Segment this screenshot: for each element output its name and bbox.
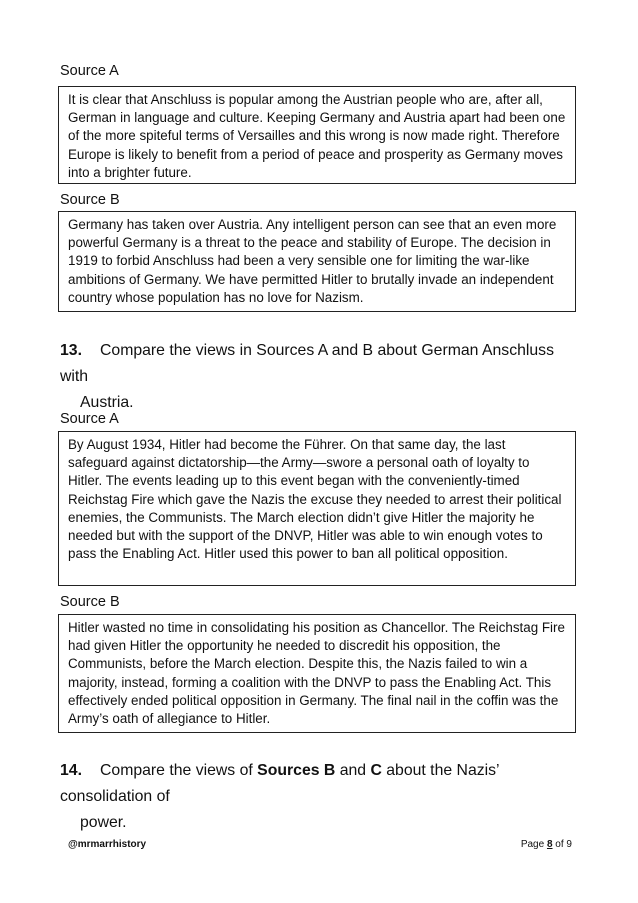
question-14-part3: about the Nazis’ consolidation of (60, 762, 499, 805)
source-b-text-2: Hitler wasted no time in consolidating his position as Chancellor. The Reichstag Fire had given Hitler the opportunity he needed to discredit his opposition, the Communists, before the March election. Despite this, the Nazis failed to win a majority, instead, forming a coalition with the DNVP to pass the Enabling Act. This effectively ended political opposition in Germany. The final nail in the coffin was the Army’s oath of allegiance to Hitler. (68, 620, 565, 727)
question-13-line1: Compare the views in Sources A and B about German Anschluss with (60, 342, 554, 385)
source-b-label-2: Source B (60, 594, 120, 610)
source-b-text-1: Germany has taken over Austria. Any intelligent person can see that an even more powerful Germany is a threat to the peace and stability of Europe. The decision in 1919 to forbid Anschluss had been a very sensible one for limiting the war-like ambitions of Germany. We have permitted Hitler to brutally invade an independent country whose population has no love for Nazism. (68, 217, 557, 305)
question-14-bold-c: C (370, 762, 382, 779)
question-14 (60, 758, 580, 836)
source-a-box-2 (58, 431, 576, 586)
source-a-box-1 (58, 86, 576, 184)
source-a-label-1: Source A (60, 63, 119, 79)
footer-page-suffix: of 9 (552, 839, 572, 850)
source-b-box-1 (58, 211, 576, 312)
footer-page-number: 8 (546, 839, 553, 850)
question-14-number: 14. (60, 762, 82, 779)
source-b-label-1: Source B (60, 192, 120, 208)
question-14-bold-sources-b: Sources B (257, 762, 336, 779)
question-13-line2: Austria. (80, 394, 134, 411)
question-13-number: 13. (60, 342, 82, 359)
question-14-part2: and (335, 762, 371, 779)
question-14-line2: power. (80, 814, 127, 831)
footer-page-indicator (521, 839, 572, 850)
footer-handle: @mrmarrhistory (68, 839, 147, 850)
source-a-text-1: It is clear that Anschluss is popular among the Austrian people who are, after all, German in language and culture. Keeping Germany and Austria apart had been one of the more spiteful terms of Versailles and this wrong is now made right. Therefore Europe is likely to benefit from a period of peace and prosperity as Germany moves into a brighter future. (68, 92, 566, 180)
source-b-box-2 (58, 614, 576, 733)
footer-page-prefix: Page (520, 839, 547, 850)
question-13 (60, 338, 580, 416)
source-a-label-2: Source A (60, 411, 119, 427)
source-a-text-2: By August 1934, Hitler had become the Führer. On that same day, the last safeguard against dictatorship—the Army—swore a personal oath of loyalty to Hitler. The events leading up to this event began with the conveniently-timed Reichstag Fire which gave the Nazis the excuse they needed to arrest their political enemies, the Communists. The March election didn’t give Hitler the majority he needed but with the support of the DNVP, Hitler was able to win enough votes to pass the Enabling Act. Hitler used this power to ban all political opposition. (68, 437, 562, 562)
question-14-part1: Compare the views of (100, 762, 258, 779)
